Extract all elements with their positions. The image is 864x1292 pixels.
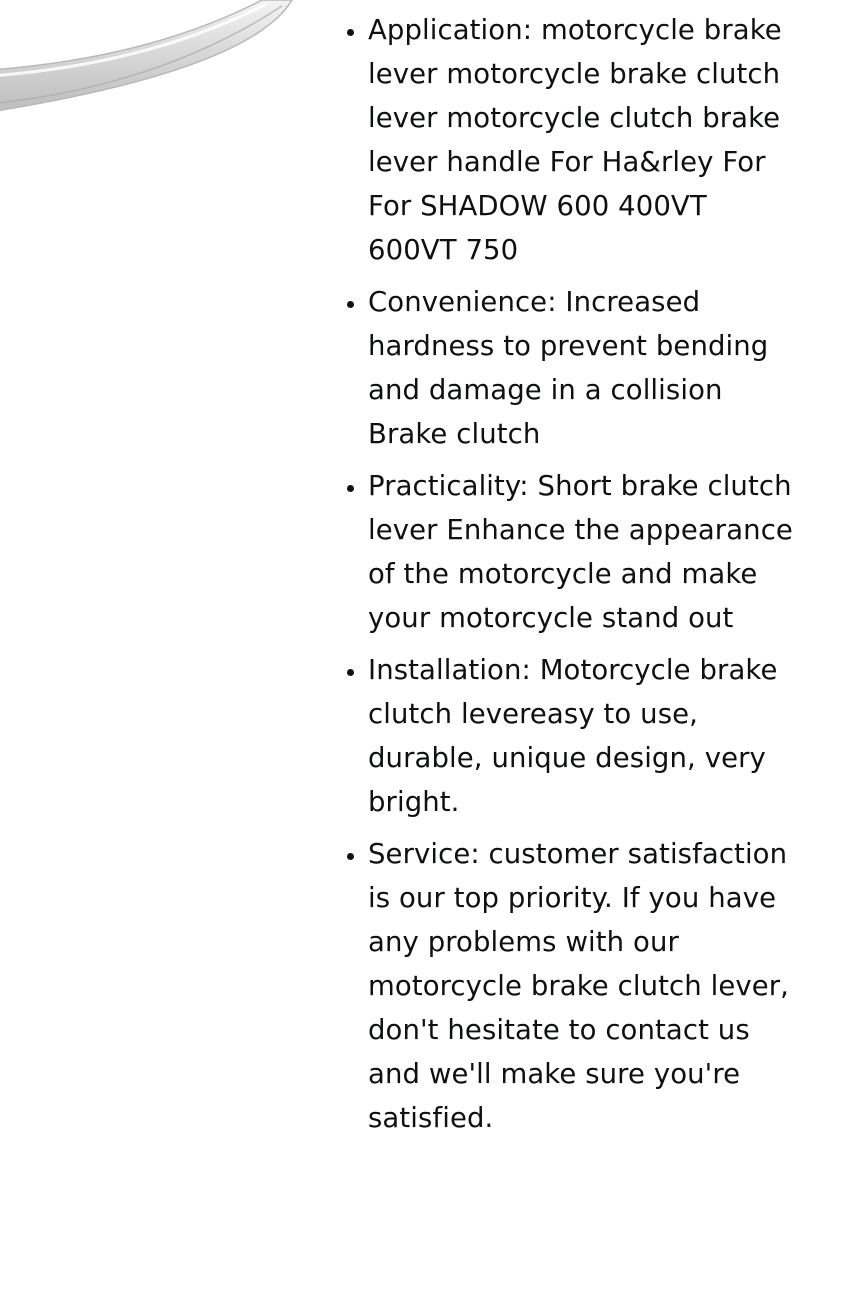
- feature-bullet-convenience: • Convenience: Increased hardness to prevent bending and damage in a collision Brake clutch: [368, 280, 798, 456]
- feature-bullet-installation: • Installation: Motorcycle brake clutch levereasy to use, durable, unique design, very bright.: [368, 648, 798, 824]
- feature-bullet-list: [334, 8, 798, 1148]
- brake-lever-image: [0, 0, 300, 130]
- product-image[interactable]: [0, 0, 300, 130]
- feature-bullet-practicality: • Practicality: Short brake clutch lever Enhance the appearance of the motorcycle and make your motorcycle stand out: [368, 464, 798, 640]
- feature-bullet-application: • Application: motorcycle brake lever motorcycle brake clutch lever motorcycle clutch brake lever handle For Ha&rley For For SHADOW 600 400VT 600VT 750: [368, 8, 798, 272]
- feature-bullet-service: • Service: customer satisfaction is our top priority. If you have any problems with our motorcycle brake clutch lever, don't hesitate to contact us and we'll make sure you're satisfied.: [368, 832, 798, 1140]
